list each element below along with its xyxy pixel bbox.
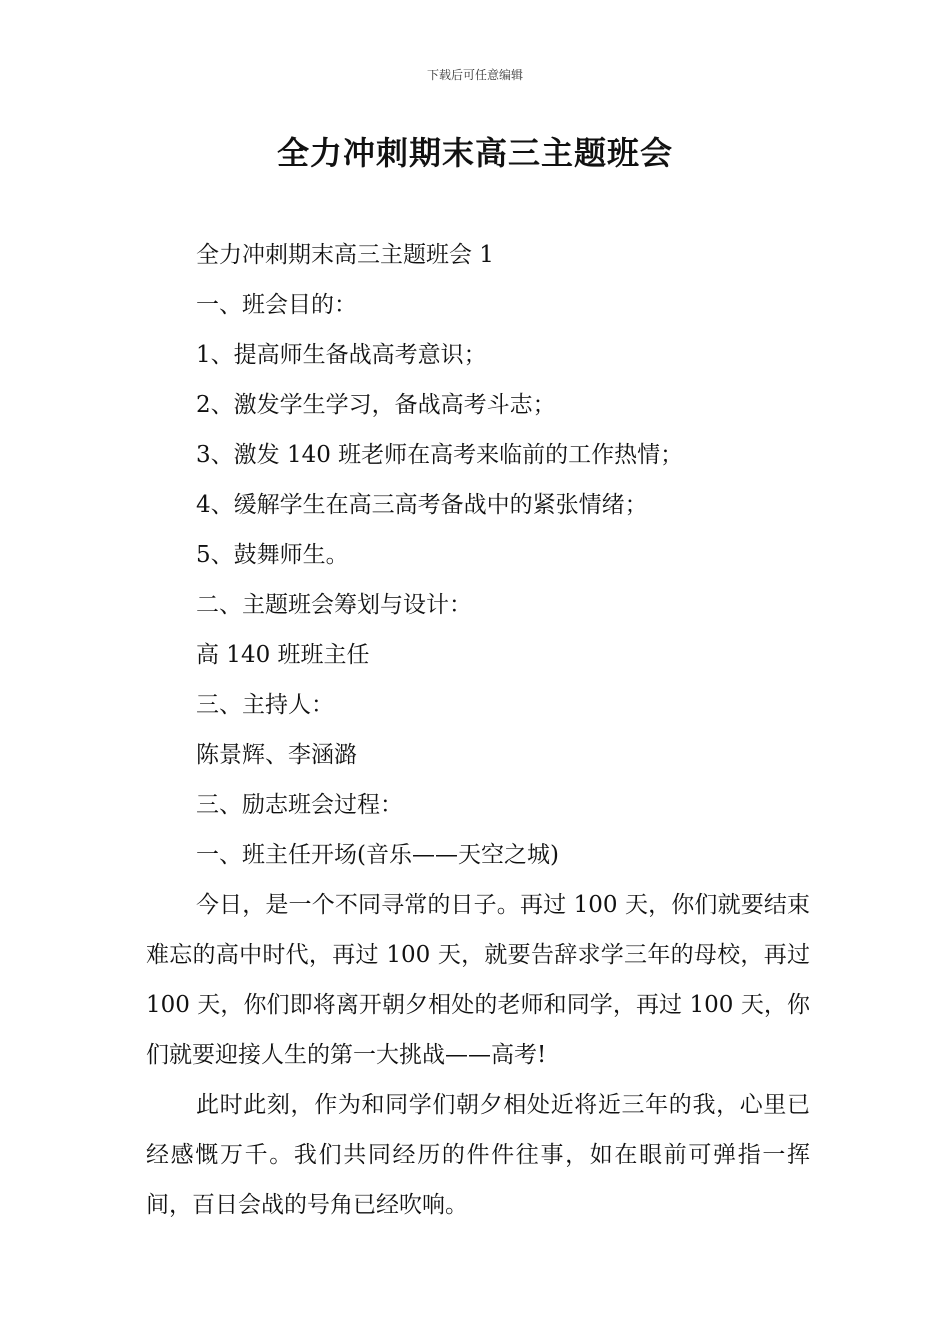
list-heading: 一、班会目的： (196, 292, 357, 318)
list-item: 3、激发 140 班老师在高考来临前的工作热情； (196, 442, 684, 468)
text-line: 陈景辉、李涵潞 (196, 742, 357, 768)
section-heading: 全力冲刺期末高三主题班会 1 (196, 242, 494, 268)
list-heading: 一、班主任开场(音乐——天空之城) (196, 842, 559, 868)
document-title: 全力冲刺期末高三主题班会 (276, 134, 673, 172)
list-item: 2、激发学生学习，备战高考斗志； (196, 392, 556, 418)
list-item: 4、缓解学生在高三高考备战中的紧张情绪； (196, 492, 648, 518)
body-paragraph: 今日，是一个不同寻常的日子。再过 100 天，你们就要结束难忘的高中时代，再过 100 天，就要告辞求学三年的母校，再过 100 天，你们即将离开朝夕相处的老师和同学，再过 100 天，你们就要迎接人生的第一大挑战——高考! (146, 892, 810, 1068)
list-heading: 二、主题班会筹划与设计： (196, 592, 472, 618)
body-paragraph: 此时此刻，作为和同学们朝夕相处近将近三年的我，心里已经感慨万千。我们共同经历的件件往事，如在眼前可弹指一挥间，百日会战的号角已经吹响。 (146, 1092, 810, 1218)
list-item: 5、鼓舞师生。 (196, 542, 349, 568)
document-body (146, 230, 810, 1230)
text-line: 高 140 班班主任 (196, 642, 370, 668)
header-note: 下载后可任意编辑 (426, 68, 523, 82)
list-heading: 三、主持人： (196, 692, 334, 718)
list-item: 1、提高师生备战高考意识； (196, 342, 487, 368)
list-heading: 三、励志班会过程： (196, 792, 403, 818)
